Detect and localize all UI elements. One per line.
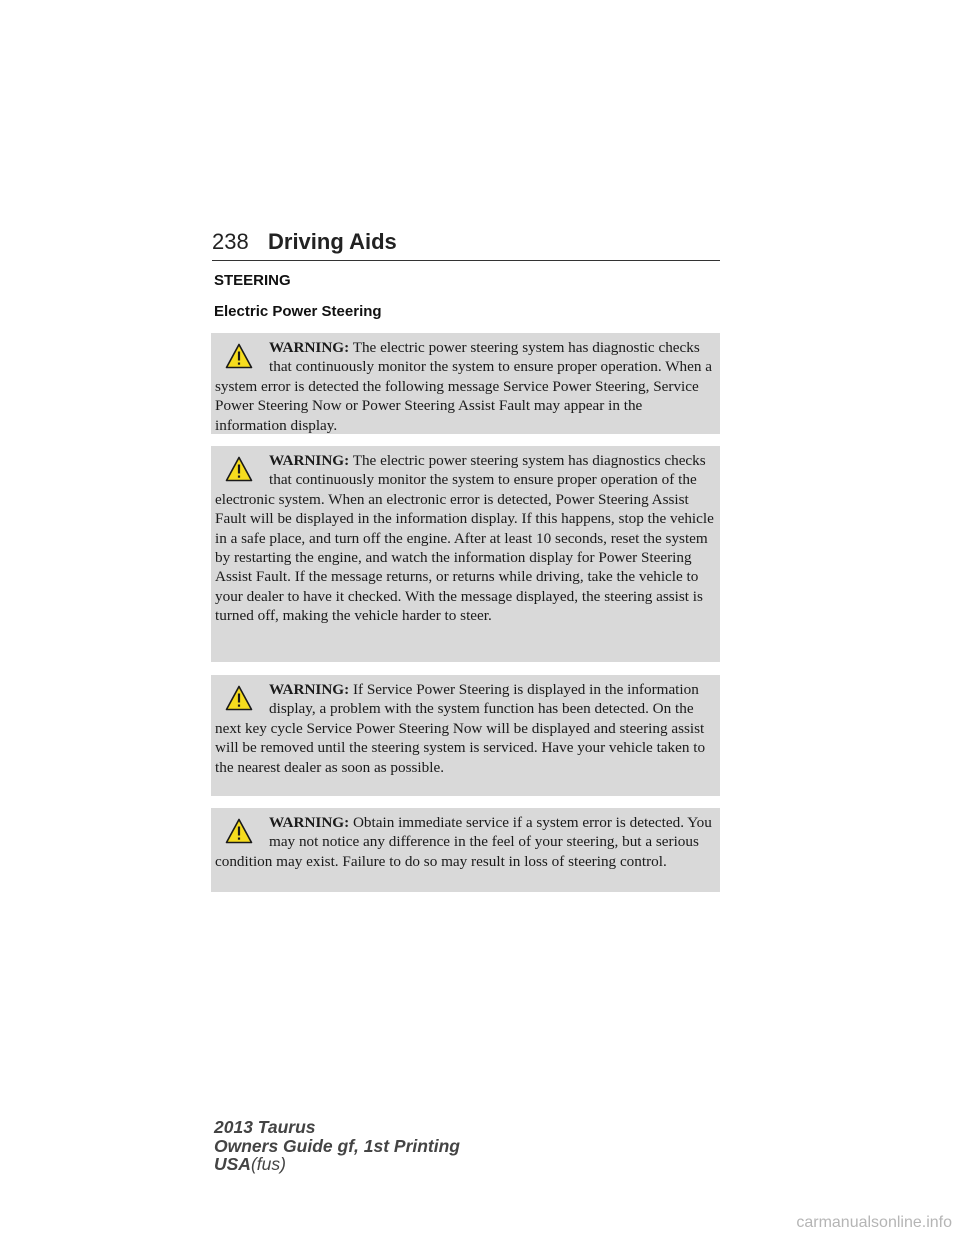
warning-triangle-icon — [225, 343, 253, 369]
header-rule — [212, 260, 720, 261]
chapter-title: Driving Aids — [268, 229, 397, 254]
warning-text: The electric power steering system has diagnostics checks that continuously monitor the system to ensure proper operation of the electronic system. When an electronic error is detected, Power Steering Assist Fault will be displayed in the information display. If this happens, stop the vehicle in a safe place, and turn off the engine. After at least 10 seconds, reset the system by restarting the engine, and watch the information display for Power Steering Assist Fault. If the message returns, or returns while driving, take the vehicle to your dealer to have it checked. With the message displayed, the steering assist is turned off, making the vehicle harder to steer. — [215, 452, 714, 625]
warning-triangle-icon — [225, 456, 253, 482]
warning-triangle-icon — [225, 685, 253, 711]
warning-box — [211, 446, 720, 662]
section-heading: STEERING — [214, 272, 291, 289]
warning-triangle-icon — [225, 818, 253, 844]
footer-market-code: USA — [214, 1154, 251, 1174]
print-footer — [214, 1118, 460, 1174]
warning-box — [211, 333, 720, 434]
warning-text: If Service Power Steering is displayed in the information display, a problem with the system function has been detected. On the next key cycle Service Power Steering Now will be displayed and steering assist will be removed until the steering system is serviced. Have your vehicle taken to the nearest dealer as soon as possible. — [215, 681, 706, 776]
warning-text: The electric power steering system has diagnostic checks that continuously monitor the system to ensure proper operation. When a system error is detected the following message Service Power Steering, Service Power Steering Now or Power Steering Assist Fault may appear in the information display. — [215, 339, 713, 434]
footer-model: 2013 Taurus — [214, 1117, 316, 1137]
warning-box — [211, 808, 720, 892]
page-number: 238 — [212, 229, 249, 254]
footer-market-suffix: (fus) — [250, 1154, 286, 1174]
footer-edition: Owners Guide gf, 1st Printing — [214, 1135, 460, 1156]
subsection-heading: Electric Power Steering — [214, 303, 382, 320]
warning-label: WARNING: — [269, 452, 350, 469]
site-watermark: carmanualsonline.info — [796, 1214, 952, 1231]
warning-box — [211, 675, 720, 796]
footer-market — [214, 1155, 460, 1174]
warning-label: WARNING: — [269, 339, 350, 356]
warning-text: Obtain immediate service if a system error is detected. You may not notice any difference in the feel of your steering, but a serious condition may exist. Failure to do so may result in loss of steering control. — [215, 814, 712, 870]
warning-label: WARNING: — [269, 681, 350, 698]
warning-label: WARNING: — [269, 814, 350, 831]
